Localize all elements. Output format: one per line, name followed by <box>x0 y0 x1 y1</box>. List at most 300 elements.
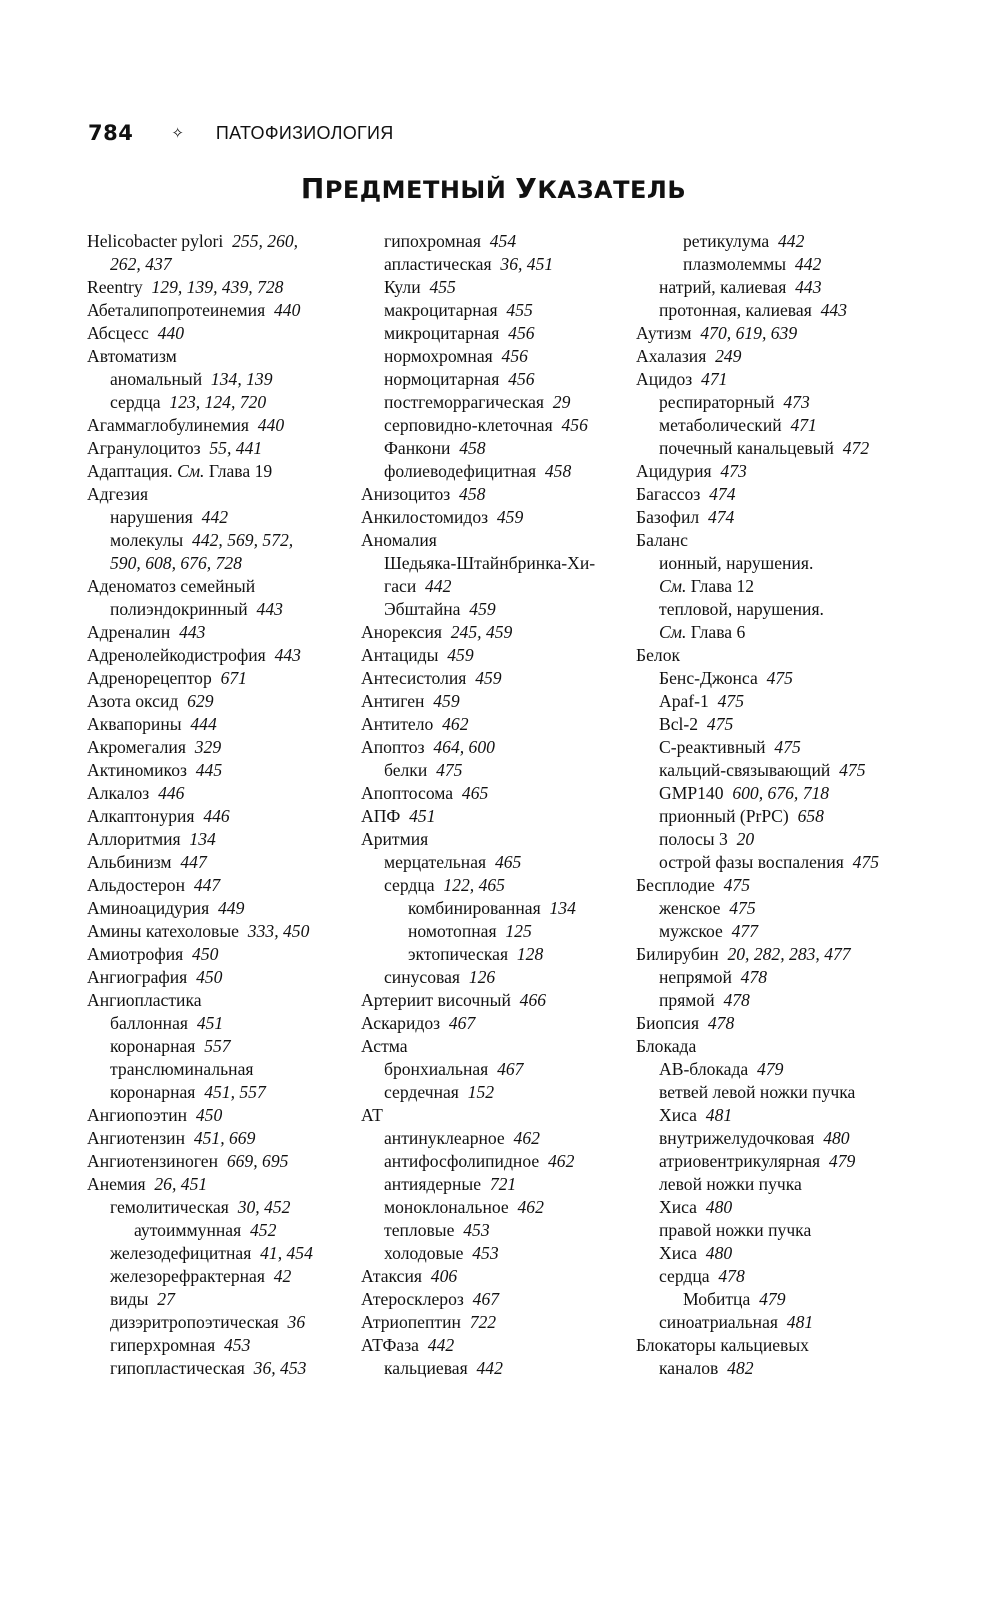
index-term: Хиса <box>659 1105 697 1125</box>
page-refs: 452 <box>249 1220 277 1240</box>
index-entry <box>361 851 631 874</box>
page-refs: 443 <box>256 599 283 619</box>
index-entry <box>87 621 357 644</box>
index-entry <box>87 345 357 368</box>
page-refs: 454 <box>489 231 517 251</box>
index-entry <box>361 874 631 897</box>
index-entry <box>361 322 631 345</box>
index-entry <box>636 713 906 736</box>
page-refs: 41, 454 <box>260 1243 313 1263</box>
index-term: Белок <box>636 645 681 665</box>
index-entry <box>87 230 357 253</box>
index-entry <box>361 391 631 414</box>
page-refs: 456 <box>561 415 588 435</box>
index-entry <box>361 1311 631 1334</box>
index-term: АВ-блокада <box>659 1059 749 1079</box>
index-term: железодефицитная <box>110 1243 252 1263</box>
page-refs: 473 <box>783 392 810 412</box>
index-term: Эбштайна <box>384 599 461 619</box>
page-refs: 478 <box>723 990 750 1010</box>
index-entry <box>361 943 631 966</box>
index-entry <box>361 782 631 805</box>
index-entry <box>361 552 631 575</box>
index-term: Аквапорины <box>87 714 182 734</box>
index-entry <box>636 759 906 782</box>
page-refs: 474 <box>709 484 736 504</box>
index-entry <box>636 1219 906 1242</box>
section-title <box>0 172 987 205</box>
index-entry <box>636 483 906 506</box>
index-entry <box>636 253 906 276</box>
page-refs: 55, 441 <box>209 438 263 458</box>
page-refs: 451, 669 <box>193 1128 256 1148</box>
index-entry <box>636 575 906 598</box>
index-entry <box>361 690 631 713</box>
index-entry <box>636 345 906 368</box>
page-refs: 329 <box>194 737 222 757</box>
index-term: протонная, калиевая <box>659 300 812 320</box>
page-refs: 481 <box>786 1312 814 1332</box>
index-entry <box>87 667 357 690</box>
index-term: аномальный <box>110 369 203 389</box>
index-entry <box>636 621 906 644</box>
index-term: Хиса <box>659 1243 697 1263</box>
index-entry <box>87 1265 357 1288</box>
index-entry <box>87 368 357 391</box>
page-refs: 451 <box>196 1013 224 1033</box>
page-refs: 479 <box>759 1289 786 1309</box>
index-entry <box>361 1219 631 1242</box>
index-term: Абсцесс <box>87 323 149 343</box>
page-refs: 475 <box>706 714 734 734</box>
page-refs: 475 <box>774 737 801 757</box>
index-term: полосы 3 <box>659 829 728 849</box>
index-entry <box>361 276 631 299</box>
index-entry <box>361 437 631 460</box>
index-term: Альбинизм <box>87 852 172 872</box>
index-term: полиэндокринный <box>110 599 248 619</box>
index-entry <box>636 828 906 851</box>
page-refs: 453 <box>223 1335 251 1355</box>
index-term: моноклональное <box>384 1197 509 1217</box>
page-refs: 459 <box>433 691 460 711</box>
index-term: Reentry <box>87 277 143 297</box>
page-refs: 467 <box>472 1289 500 1309</box>
index-term: Анемия <box>87 1174 146 1194</box>
index-term: Адренорецептор <box>87 668 212 688</box>
page-refs: 442 <box>425 576 452 596</box>
page-refs: 471 <box>790 415 817 435</box>
see-reference: См. <box>659 622 687 642</box>
index-term: Ахалазия <box>636 346 707 366</box>
index-entry <box>361 1104 631 1127</box>
page-refs: 126 <box>468 967 496 987</box>
index-term: тепловой, нарушения. <box>659 599 824 619</box>
index-term: Аутизм <box>636 323 692 343</box>
index-term: Астма <box>361 1036 408 1056</box>
index-term: Артериит височный <box>361 990 511 1010</box>
index-entry <box>87 598 357 621</box>
index-term: антинуклеарное <box>384 1128 505 1148</box>
index-term: бронхиальная <box>384 1059 489 1079</box>
index-entry <box>87 736 357 759</box>
index-term: Алкаптонурия <box>87 806 195 826</box>
index-term: Аденоматоз семейный <box>87 576 256 596</box>
page-refs: 249 <box>715 346 742 366</box>
index-entry <box>87 299 357 322</box>
index-term: Аритмия <box>361 829 429 849</box>
page-refs: 462 <box>517 1197 544 1217</box>
index-entry <box>636 368 906 391</box>
index-entry <box>636 920 906 943</box>
index-entry <box>361 989 631 1012</box>
index-entry <box>636 1012 906 1035</box>
index-term: гиперхромная <box>110 1335 216 1355</box>
index-term: Ацидоз <box>636 369 693 389</box>
index-term: гемолитическая <box>110 1197 229 1217</box>
index-term: транслюминальная <box>110 1059 254 1079</box>
page-refs: 442 <box>427 1335 455 1355</box>
index-term: Хиса <box>659 1197 697 1217</box>
index-entry <box>361 460 631 483</box>
see-target: Глава 19 <box>208 461 273 481</box>
index-entry <box>87 1058 357 1081</box>
page-refs: 406 <box>430 1266 458 1286</box>
index-entry <box>361 1288 631 1311</box>
index-entry <box>636 414 906 437</box>
index-term: Баланс <box>636 530 688 550</box>
index-term: Апоптоз <box>361 737 425 757</box>
index-term: острой фазы воспаления <box>659 852 844 872</box>
index-term: Автоматизм <box>87 346 177 366</box>
page-refs: 456 <box>508 369 535 389</box>
index-entry <box>87 322 357 345</box>
index-entry <box>636 1311 906 1334</box>
index-entry <box>636 851 906 874</box>
page-refs: 443 <box>820 300 847 320</box>
index-entry <box>636 437 906 460</box>
index-term: Агранулоцитоз <box>87 438 201 458</box>
index-entry <box>636 1196 906 1219</box>
index-term: фолиеводефицитная <box>384 461 537 481</box>
page-refs: 447 <box>180 852 207 872</box>
index-term: женское <box>659 898 721 918</box>
index-term: ветвей левой ножки пучка <box>659 1082 856 1102</box>
index-term: Аминоацидурия <box>87 898 210 918</box>
page-refs: 262, 437 <box>110 254 172 274</box>
see-target: Глава 6 <box>690 622 746 642</box>
index-term: Ангиотензин <box>87 1128 186 1148</box>
index-entry <box>87 1357 357 1380</box>
index-entry <box>87 943 357 966</box>
page-refs: 466 <box>519 990 547 1010</box>
index-entry <box>361 667 631 690</box>
index-term: плазмолеммы <box>683 254 787 274</box>
index-entry <box>636 667 906 690</box>
section-title-text: ПРЕДМЕТНЫЙ УКАЗАТЕЛЬ <box>300 172 687 205</box>
page-refs: 669, 695 <box>226 1151 289 1171</box>
page-refs: 443 <box>274 645 301 665</box>
index-term: Ацидурия <box>636 461 712 481</box>
page-refs: 458 <box>459 438 486 458</box>
index-term: баллонная <box>110 1013 189 1033</box>
page-refs: 122, 465 <box>443 875 505 895</box>
index-entry <box>636 690 906 713</box>
index-entry <box>636 391 906 414</box>
index-term: Азота оксид <box>87 691 179 711</box>
index-entry <box>361 1265 631 1288</box>
page-refs: 450 <box>195 1105 223 1125</box>
page-refs: 456 <box>501 346 528 366</box>
page-refs: 442, 569, 572, <box>192 530 294 550</box>
index-entry <box>87 874 357 897</box>
index-term: белки <box>384 760 428 780</box>
index-term: Бенс-Джонса <box>659 668 758 688</box>
index-entry <box>636 598 906 621</box>
index-entry <box>87 575 357 598</box>
index-entry <box>361 1150 631 1173</box>
index-entry <box>87 1219 357 1242</box>
index-entry <box>87 1196 357 1219</box>
index-term: Алкалоз <box>87 783 150 803</box>
page-refs: 456 <box>508 323 535 343</box>
page-refs: 134 <box>189 829 216 849</box>
index-entry <box>361 1173 631 1196</box>
page-refs: 128 <box>516 944 544 964</box>
index-entry <box>87 1035 357 1058</box>
index-term: респираторный <box>659 392 775 412</box>
page-refs: 443 <box>179 622 206 642</box>
page-refs: 722 <box>469 1312 497 1332</box>
index-term: нормохромная <box>384 346 493 366</box>
index-term: серповидно-клеточная <box>384 415 553 435</box>
page-refs: 721 <box>489 1174 517 1194</box>
index-entry <box>87 1242 357 1265</box>
page-refs: 333, 450 <box>247 921 310 941</box>
page-refs: 36 <box>287 1312 306 1332</box>
index-entry <box>361 1334 631 1357</box>
page-refs: 152 <box>467 1082 495 1102</box>
index-entry <box>636 322 906 345</box>
index-entry <box>87 253 357 276</box>
page-refs: 478 <box>740 967 768 987</box>
index-term: сердца <box>384 875 435 895</box>
index-entry <box>361 1081 631 1104</box>
index-entry <box>361 644 631 667</box>
index-entry <box>361 1012 631 1035</box>
index-entry <box>636 276 906 299</box>
page-refs: 36, 451 <box>500 254 554 274</box>
index-entry <box>87 782 357 805</box>
see-reference: См. <box>177 461 205 481</box>
index-term: сердечная <box>384 1082 459 1102</box>
index-term: апластическая <box>384 254 492 274</box>
index-term: ретикулума <box>683 231 770 251</box>
index-term: кальциевая <box>384 1358 468 1378</box>
page-refs: 459 <box>475 668 502 688</box>
index-term: комбинированная <box>408 898 541 918</box>
running-header <box>88 118 394 148</box>
index-entry <box>87 506 357 529</box>
index-column-3 <box>636 230 906 1380</box>
page-refs: 458 <box>459 484 486 504</box>
page-refs: 20 <box>736 829 755 849</box>
index-entry <box>636 1357 906 1380</box>
index-entry <box>87 391 357 414</box>
page-refs: 26, 451 <box>154 1174 208 1194</box>
index-entry <box>361 1127 631 1150</box>
page-refs: 475 <box>839 760 866 780</box>
index-term: Акромегалия <box>87 737 186 757</box>
index-term: гипохромная <box>384 231 481 251</box>
index-entry <box>87 529 357 552</box>
index-entry <box>361 506 631 529</box>
index-entry <box>361 1058 631 1081</box>
index-term: Абеталипопротеинемия <box>87 300 266 320</box>
page-refs: 20, 282, 283, 477 <box>727 944 851 964</box>
page-refs: 29 <box>552 392 571 412</box>
page-refs: 475 <box>436 760 463 780</box>
index-entry <box>87 552 357 575</box>
index-term: тепловые <box>384 1220 455 1240</box>
index-entry <box>636 1334 906 1357</box>
index-entry <box>636 1173 906 1196</box>
page-refs: 462 <box>442 714 469 734</box>
index-entry <box>87 690 357 713</box>
index-entry <box>636 230 906 253</box>
index-entry <box>636 299 906 322</box>
index-entry <box>636 874 906 897</box>
index-entry <box>87 414 357 437</box>
index-entry <box>361 920 631 943</box>
index-term: коронарная <box>110 1082 196 1102</box>
index-term: Атриопептин <box>361 1312 461 1332</box>
index-term: АТФаза <box>361 1335 419 1355</box>
page-refs: 450 <box>192 944 219 964</box>
page-refs: 449 <box>217 898 245 918</box>
index-term: сердца <box>659 1266 710 1286</box>
index-term: Анизоцитоз <box>361 484 451 504</box>
index-entry <box>636 989 906 1012</box>
page-refs: 479 <box>757 1059 784 1079</box>
page-refs: 453 <box>472 1243 499 1263</box>
index-term: атриовентрикулярная <box>659 1151 821 1171</box>
page-number: 784 <box>88 121 134 145</box>
index-term: аутоиммунная <box>134 1220 242 1240</box>
index-entry <box>87 437 357 460</box>
index-term: холодовые <box>384 1243 464 1263</box>
index-entry <box>87 1311 357 1334</box>
index-term: Антесистолия <box>361 668 467 688</box>
page-refs: 557 <box>204 1036 231 1056</box>
page-refs: 480 <box>823 1128 850 1148</box>
index-entry <box>361 414 631 437</box>
index-term: молекулы <box>110 530 184 550</box>
page-refs: 462 <box>513 1128 540 1148</box>
page-refs: 472 <box>842 438 870 458</box>
index-entry <box>636 552 906 575</box>
index-term: Адаптация. <box>87 461 173 481</box>
index-term: Амины катехоловые <box>87 921 239 941</box>
page-refs: 478 <box>718 1266 745 1286</box>
page-refs: 462 <box>547 1151 575 1171</box>
page-refs: 123, 124, 720 <box>169 392 267 412</box>
page-refs: 442 <box>201 507 229 527</box>
index-entry <box>636 736 906 759</box>
page-refs: 474 <box>707 507 735 527</box>
index-term: нормоцитарная <box>384 369 500 389</box>
index-entry <box>361 1242 631 1265</box>
index-entry <box>636 460 906 483</box>
index-term: Атаксия <box>361 1266 422 1286</box>
index-term: Helicobacter pylori <box>87 231 224 251</box>
page-refs: 459 <box>469 599 496 619</box>
index-entry <box>636 1035 906 1058</box>
index-entry <box>636 1104 906 1127</box>
index-term: С-реактивный <box>659 737 766 757</box>
diamond-separator-icon: ✧ <box>171 124 184 142</box>
index-term: дизэритропоэтическая <box>110 1312 279 1332</box>
index-term: почечный канальцевый <box>659 438 834 458</box>
page-refs: 451 <box>409 806 436 826</box>
page-refs: 475 <box>852 852 880 872</box>
index-entry <box>87 759 357 782</box>
page-refs: 442 <box>476 1358 503 1378</box>
index-entry <box>636 1242 906 1265</box>
index-entry <box>361 759 631 782</box>
index-entry <box>87 1288 357 1311</box>
index-entry <box>87 1173 357 1196</box>
index-entry <box>87 1127 357 1150</box>
index-term: каналов <box>659 1358 719 1378</box>
page-refs: 590, 608, 676, 728 <box>110 553 242 573</box>
index-term: GMP140 <box>659 783 724 803</box>
index-entry <box>361 828 631 851</box>
page-refs: 465 <box>461 783 489 803</box>
index-entry <box>361 621 631 644</box>
index-entry <box>636 943 906 966</box>
index-entry <box>636 1288 906 1311</box>
page-refs: 134 <box>549 898 576 918</box>
index-entry <box>361 253 631 276</box>
page-refs: 446 <box>158 783 185 803</box>
index-term: непрямой <box>659 967 732 987</box>
page-refs: 255, 260, <box>232 231 299 251</box>
page-refs: 671 <box>220 668 247 688</box>
index-entry <box>636 782 906 805</box>
index-term: синусовая <box>384 967 461 987</box>
index-term: натрий, калиевая <box>659 277 787 297</box>
page-refs: 451, 557 <box>204 1082 266 1102</box>
index-entry <box>361 966 631 989</box>
index-column-1 <box>87 230 357 1380</box>
index-term: Ангиопоэтин <box>87 1105 188 1125</box>
page-refs: 471 <box>701 369 728 389</box>
page-refs: 440 <box>157 323 185 343</box>
index-term: Актиномикоз <box>87 760 187 780</box>
index-term: железорефрактерная <box>110 1266 265 1286</box>
page-refs: 458 <box>544 461 572 481</box>
index-entry <box>87 1012 357 1035</box>
index-entry <box>361 230 631 253</box>
index-entry <box>87 920 357 943</box>
index-entry <box>87 989 357 1012</box>
index-term: Биопсия <box>636 1013 700 1033</box>
page-refs: 475 <box>723 875 751 895</box>
index-term: Апоптосома <box>361 783 454 803</box>
index-entry <box>636 1127 906 1150</box>
index-entry <box>636 1081 906 1104</box>
